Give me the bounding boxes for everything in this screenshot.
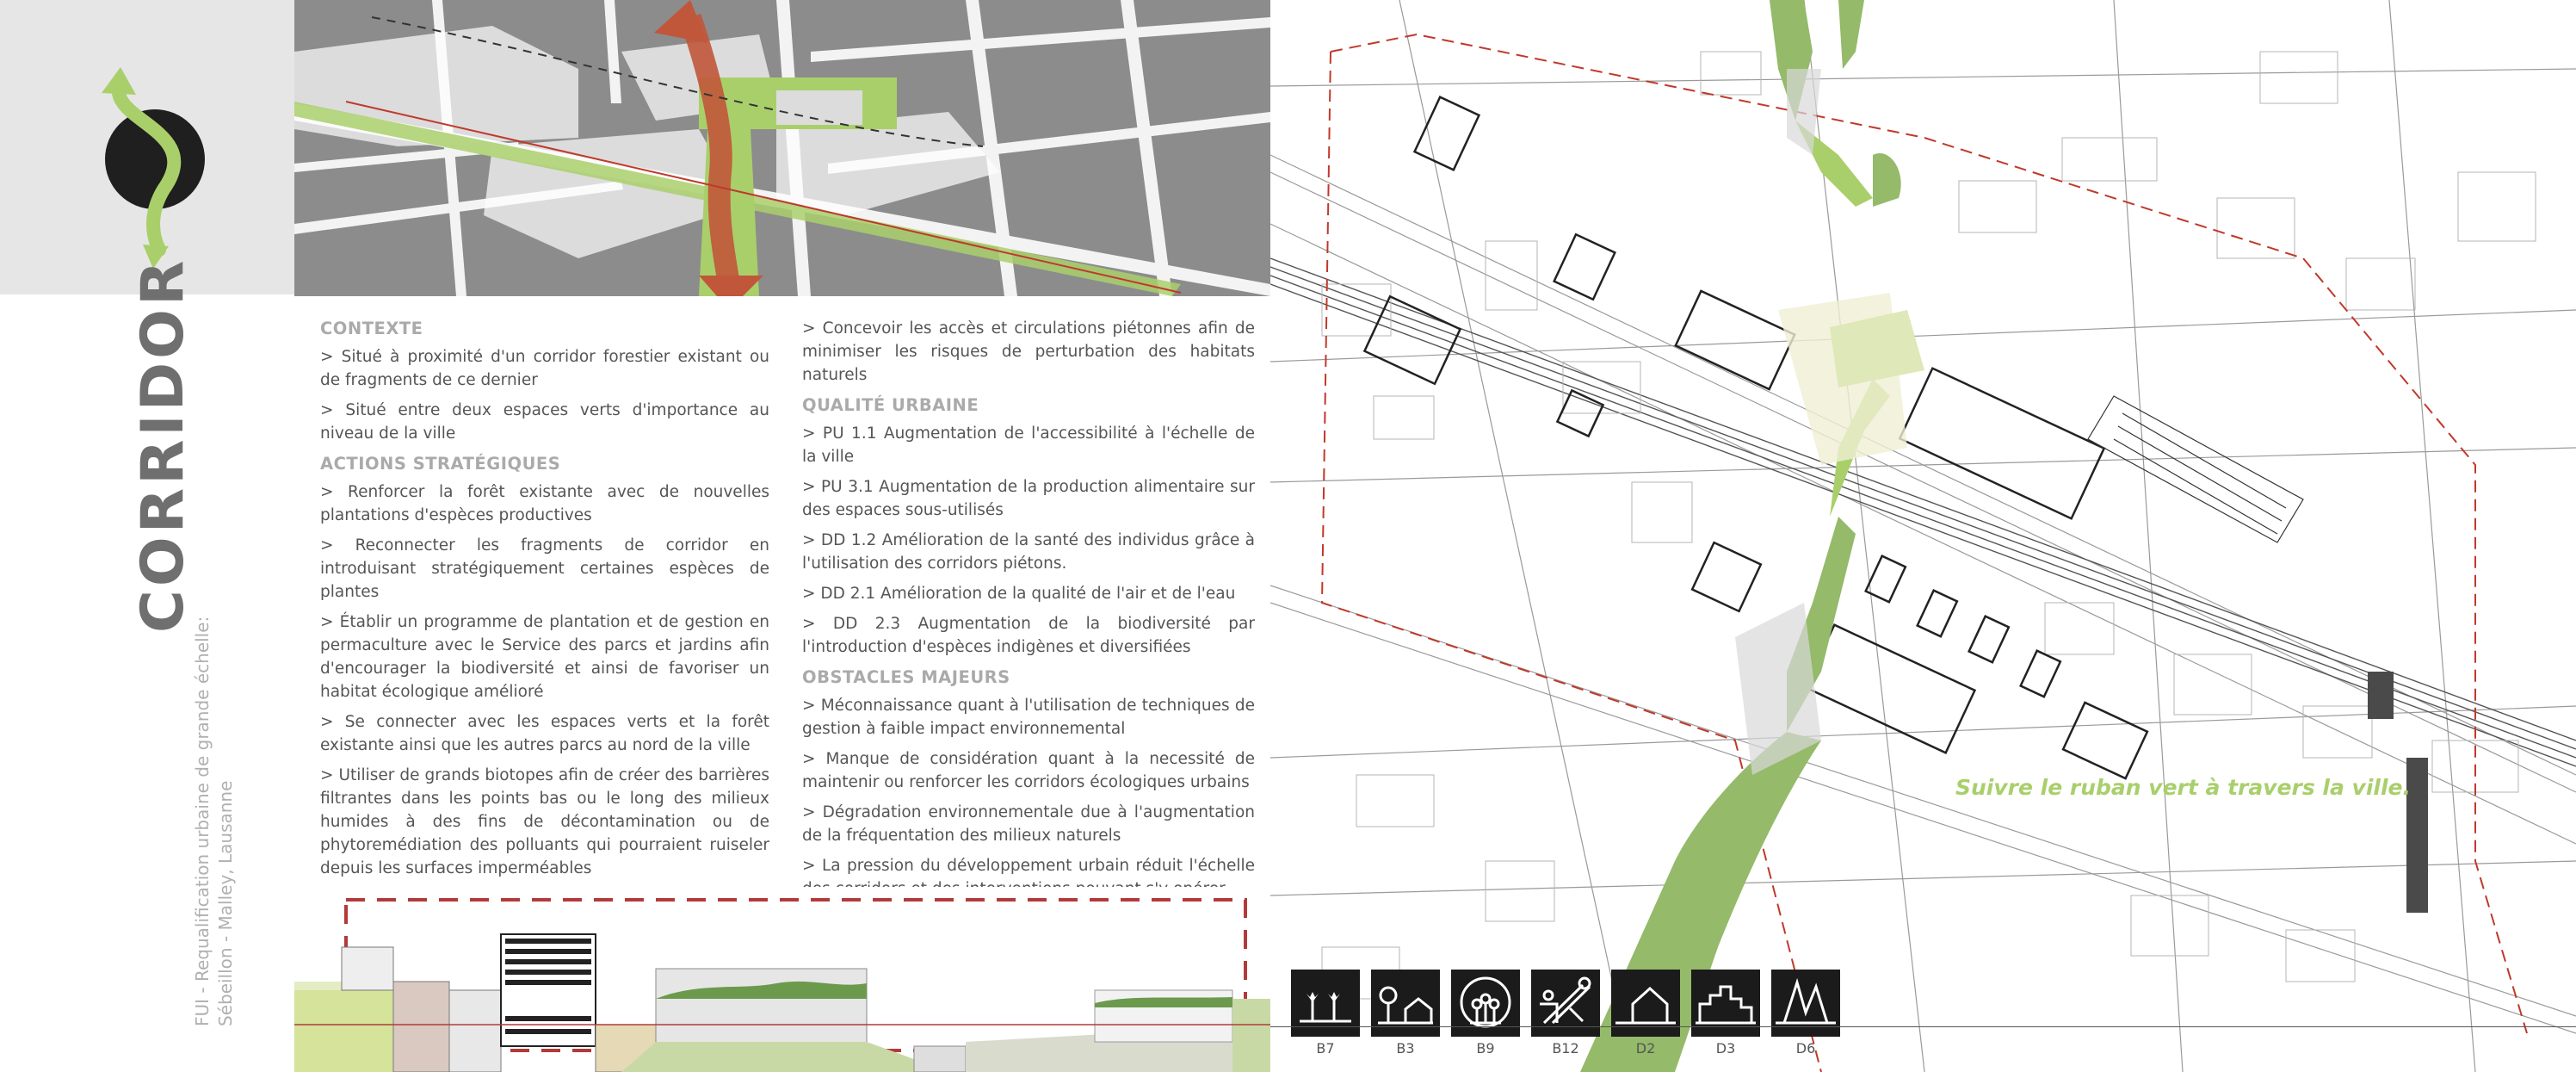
obstacle-item: > Dégradation environnementale due à l'augmentation de la fréquentation des milieux naturels [802, 803, 1255, 845]
slogan: Suivre le ruban vert à travers la ville. [1955, 775, 2412, 800]
left-band [0, 0, 294, 1072]
left-text-column [320, 317, 769, 887]
badge-label-d2: D2 [1635, 1040, 1656, 1057]
qualite-item: > DD 1.2 Amélioration de la santé des individus grâce à l'utilisation des corridors piétons. [802, 531, 1255, 573]
action-item: > Établir un programme de plantation et de gestion en permaculture avec le Service des parcs et jardins afin d'encourager la biodiversité et ainsi de favoriser un habitat écologique amélioré [320, 613, 769, 701]
qualite-item: > DD 2.3 Augmentation de la biodiversité par l'introduction d'espèces indigènes et diversifiées [802, 615, 1255, 656]
badge-label-b7: B7 [1316, 1040, 1335, 1057]
page-title: CORRIDOR [129, 257, 197, 633]
site-map [1270, 0, 2576, 1072]
actions-heading: ACTIONS STRATÉGIQUES [320, 454, 561, 474]
baseline [1270, 1026, 2576, 1027]
diagram-drawing [294, 0, 1270, 296]
right-text-column [802, 317, 1255, 908]
action-item: > Concevoir les accès et circulations piétonnes afin de minimiser les risques de perturbation des habitats naturels [802, 319, 1255, 384]
qualite-heading: QUALITÉ URBAINE [802, 395, 979, 415]
badge-label-b3: B3 [1396, 1040, 1415, 1057]
qualite-item: > DD 2.1 Amélioration de la qualité de l'air et de l'eau [802, 585, 1236, 603]
map-drawing [1270, 0, 2576, 1072]
page-subtitle [191, 617, 238, 1026]
obstacle-item: > Manque de considération quant à la necessité de maintenir ou renforcer les corridors écologiques urbains [802, 750, 1255, 791]
contexte-heading: CONTEXTE [320, 319, 423, 338]
action-item: > Utiliser de grands biotopes afin de créer des barrières filtrantes dans les points bas ou le long des milieux humides à des fins de décontamination ou de phytoremédiation des polluants qui pourraient ruiseler depuis les surfaces imperméables [320, 766, 769, 877]
corridor-diagram [294, 0, 1270, 296]
action-item: > Renforcer la forêt existante avec de nouvelles plantations d'espèces productives [320, 483, 769, 524]
tower-building [501, 934, 596, 1046]
obstacles-heading: OBSTACLES MAJEURS [802, 667, 1010, 687]
corridor-logo-icon [0, 0, 294, 294]
badge-label-b12: B12 [1552, 1040, 1579, 1057]
subtitle-line-2: Sébeillon - Malley, Lausanne [215, 780, 236, 1026]
site-section [294, 887, 1270, 1072]
obstacle-item: > La pression du développement urbain réduit l'échelle [802, 857, 1255, 875]
subtitle-line-1: FUI - Requalification urbaine de grande échelle: [192, 616, 213, 1026]
contexte-item: > Situé entre deux espaces verts d'importance au niveau de la ville [320, 401, 769, 443]
section-drawing [294, 887, 1270, 1072]
qualite-item: > PU 3.1 Augmentation de la production alimentaire sur des espaces sous-utilisés [802, 478, 1255, 519]
logo-panel [0, 0, 294, 294]
obstacle-item: > Méconnaissance quant à l'utilisation de techniques de gestion à faible impact environnemental [802, 697, 1255, 738]
action-item: > Se connecter avec les espaces verts et la forêt existante ainsi que les autres parcs au nord de la ville [320, 713, 769, 754]
contexte-item: > Situé à proximité d'un corridor forestier existant ou de fragments de ce dernier [320, 348, 769, 389]
badge-label-d6: D6 [1795, 1040, 1816, 1057]
badge-label-d3: D3 [1715, 1040, 1736, 1057]
badge-label-b9: B9 [1476, 1040, 1495, 1057]
action-item: > Reconnecter les fragments de corridor en introduisant stratégiquement certaines espèces de plantes [320, 536, 769, 601]
qualite-item: > PU 1.1 Augmentation de l'accessibilité à l'échelle de la ville [802, 424, 1255, 466]
